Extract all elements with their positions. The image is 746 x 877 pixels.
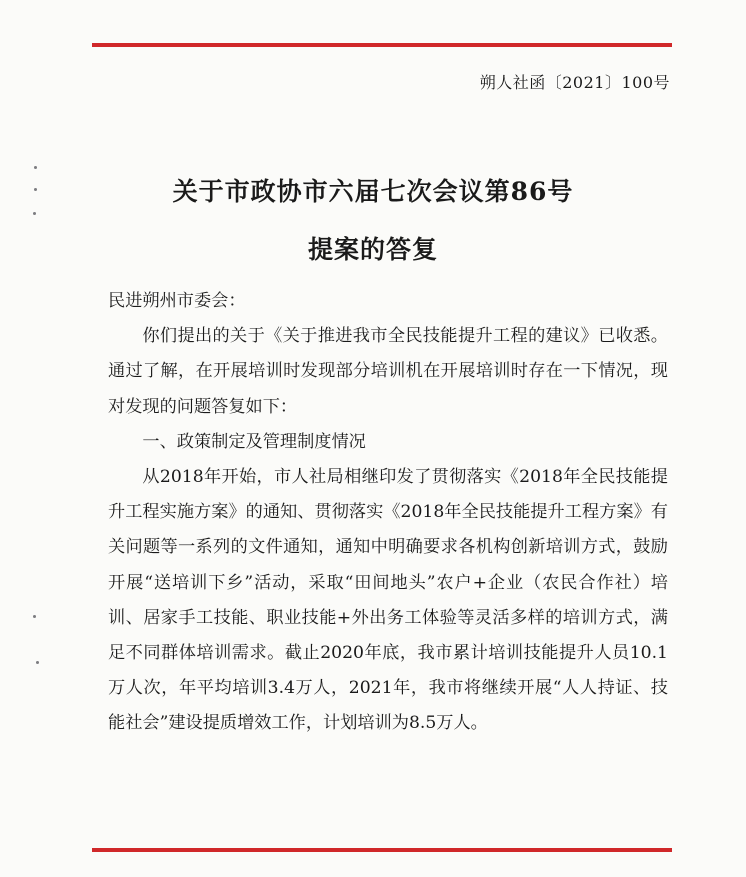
paragraph-intro: 你们提出的关于《关于推进我市全民技能提升工程的建议》已收悉。通过了解，在开展培训时发现部分培训机在开展培训时存在一下情况，现对发现的问题答复如下： xyxy=(108,326,668,417)
body-text xyxy=(108,284,668,742)
title-line-1: 关于市政协市六届七次会议第86号 xyxy=(172,177,574,206)
scan-speck xyxy=(33,212,36,215)
document-number: 朔人社函〔2021〕100号 xyxy=(479,73,670,92)
top-red-rule xyxy=(92,43,672,47)
title-line-2: 提案的答复 xyxy=(307,235,438,264)
section-heading: 一、政策制定及管理制度情况 xyxy=(142,431,366,452)
scan-speck xyxy=(33,615,36,618)
salutation: 民进朔州市委会： xyxy=(108,291,246,311)
scan-speck xyxy=(34,188,37,191)
scan-speck xyxy=(34,166,37,169)
bottom-red-rule xyxy=(92,848,672,852)
paragraph-policy: 从2018年开始，市人社局相继印发了贯彻落实《2018年全民技能提升工程实施方案》的通知、贯彻落实《2018年全民技能提升工程方案》有关问题等一系列的文件通知，通知中明确要求各机构创新培训方式，鼓励开展“送培训下乡”活动，采取“田间地头”农户+企业（农民合作社）培训、居家手工技能、职业技能+外出务工体验等灵活多样的培训方式，满足不同群体培训需求。截止2020年底，我市累计培训技能提升人员10.1万人次，年平均培训3.4万人，2021年，我市将继续开展“人人持证、技能社会”建设提质增效工作，计划培训为8.5万人。 xyxy=(108,467,668,734)
scan-speck xyxy=(36,661,39,664)
